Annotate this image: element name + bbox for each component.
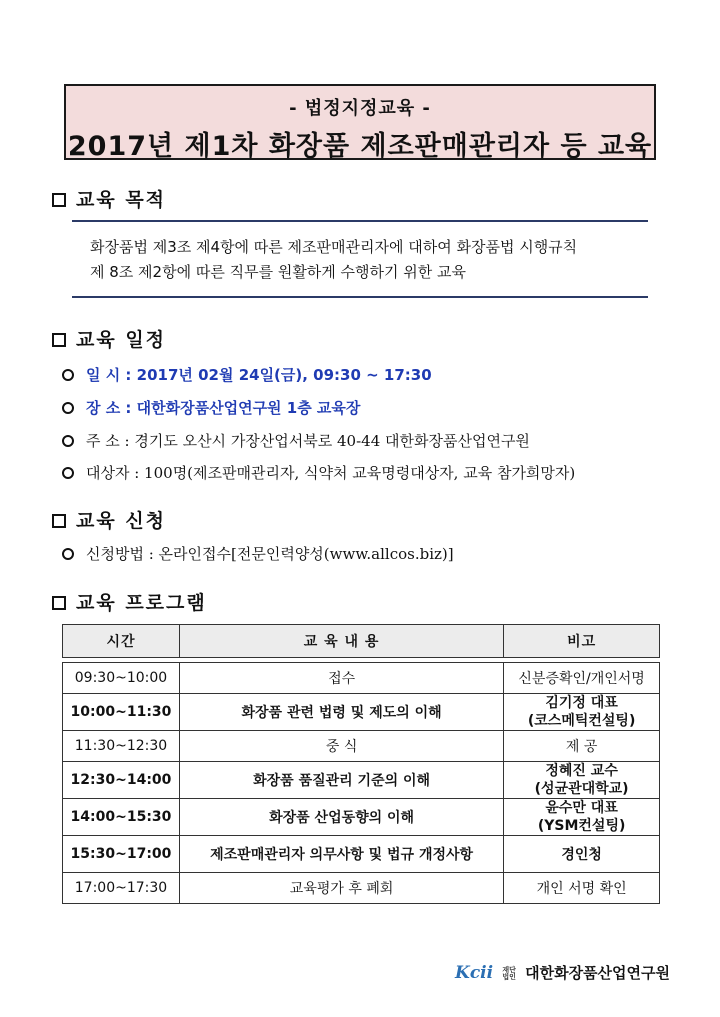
row-time: 17:00~17:30 — [63, 873, 180, 904]
section-label: 교육 신청 — [76, 510, 167, 532]
row-content: 화장품 관련 법령 및 제도의 이해 — [179, 694, 503, 731]
section-apply-heading — [52, 506, 166, 533]
row-note — [504, 799, 660, 836]
table-row — [63, 694, 660, 731]
org-name: 대한화장품산업연구원 — [525, 964, 670, 982]
schedule-target-text: 대상자 : 100명(제조판매관리자, 식약처 교육명령대상자, 교육 참가희망자) — [86, 464, 576, 482]
schedule-date — [62, 364, 432, 385]
header-note: 비고 — [504, 625, 660, 658]
row-content: 제조판매관리자 의무사항 및 법규 개정사항 — [179, 836, 503, 873]
checkbox-icon — [52, 514, 66, 528]
section-schedule-heading — [52, 325, 166, 352]
row-content: 화장품 산업동향의 이해 — [179, 799, 503, 836]
circle-bullet-icon — [62, 369, 74, 381]
row-note — [504, 762, 660, 799]
doc-subtitle: - 법정지정교육 - — [289, 98, 431, 119]
row-note — [504, 694, 660, 731]
tag-line1: 재단 — [502, 965, 516, 974]
row-content: 접수 — [179, 663, 503, 694]
table-row — [63, 873, 660, 904]
row-time: 10:00~11:30 — [63, 694, 180, 731]
table-header-row — [63, 625, 660, 658]
schedule-place-text: 장 소 : 대한화장품산업연구원 1층 교육장 — [86, 399, 361, 417]
table-row — [63, 836, 660, 873]
schedule-target — [62, 462, 575, 483]
circle-bullet-icon — [62, 435, 74, 447]
row-note-org: (YSM컨설팅) — [537, 818, 626, 834]
title-box — [64, 84, 656, 160]
row-note: 신분증확인/개인서명 — [504, 663, 660, 694]
row-note-name: 정혜진 교수 — [545, 763, 618, 779]
section-label: 교육 목적 — [76, 189, 167, 211]
header-content: 교 육 내 용 — [179, 625, 503, 658]
row-note: 경인청 — [504, 836, 660, 873]
row-time: 09:30~10:00 — [63, 663, 180, 694]
row-time: 15:30~17:00 — [63, 836, 180, 873]
row-note-name: 김기정 대표 — [545, 695, 618, 711]
section-purpose-heading — [52, 185, 166, 212]
tag-line2: 법인 — [502, 972, 516, 981]
schedule-place — [62, 397, 360, 418]
purpose-box — [72, 220, 648, 298]
circle-bullet-icon — [62, 402, 74, 414]
apply-method-text: 신청방법 : 온라인접수[전문인력양성(www.allcos.biz)] — [86, 545, 454, 563]
row-note-name: 윤수만 대표 — [545, 800, 618, 816]
table-row — [63, 799, 660, 836]
row-time: 12:30~14:00 — [63, 762, 180, 799]
schedule-date-text: 일 시 : 2017년 02월 24일(금), 09:30 ~ 17:30 — [86, 366, 432, 384]
table-row — [63, 663, 660, 694]
circle-bullet-icon — [62, 467, 74, 479]
table-row — [63, 762, 660, 799]
schedule-address-text: 주 소 : 경기도 오산시 가장산업서북로 40-44 대한화장품산업연구원 — [86, 432, 530, 450]
program-table — [62, 624, 660, 904]
checkbox-icon — [52, 193, 66, 207]
row-note-org: (코스메틱컨설팅) — [527, 713, 636, 729]
section-label: 교육 프로그램 — [76, 592, 207, 614]
kcii-logo: Kcii — [455, 963, 494, 983]
purpose-line2: 제 8조 제2항에 따른 직무를 원활하게 수행하기 위한 교육 — [90, 263, 467, 281]
table-row — [63, 731, 660, 762]
row-time: 14:00~15:30 — [63, 799, 180, 836]
row-content: 화장품 품질관리 기준의 이해 — [179, 762, 503, 799]
section-program-heading — [52, 588, 207, 615]
checkbox-icon — [52, 333, 66, 347]
header-time: 시간 — [63, 625, 180, 658]
purpose-text — [90, 235, 640, 285]
row-note: 제 공 — [504, 731, 660, 762]
schedule-address — [62, 430, 530, 451]
section-label: 교육 일정 — [76, 329, 167, 351]
footer-logo — [455, 962, 670, 983]
circle-bullet-icon — [62, 548, 74, 560]
row-time: 11:30~12:30 — [63, 731, 180, 762]
row-note-org: (성균관대학교) — [534, 781, 629, 797]
apply-method — [62, 543, 454, 564]
purpose-line1: 화장품법 제3조 제4항에 따른 제조판매관리자에 대하여 화장품법 시행규칙 — [90, 238, 578, 256]
row-note: 개인 서명 확인 — [504, 873, 660, 904]
row-content: 중 식 — [179, 731, 503, 762]
doc-title: 2017년 제1차 화장품 제조판매관리자 등 교육 — [67, 131, 653, 162]
foundation-tag — [502, 967, 516, 981]
checkbox-icon — [52, 596, 66, 610]
row-content: 교육평가 후 폐회 — [179, 873, 503, 904]
